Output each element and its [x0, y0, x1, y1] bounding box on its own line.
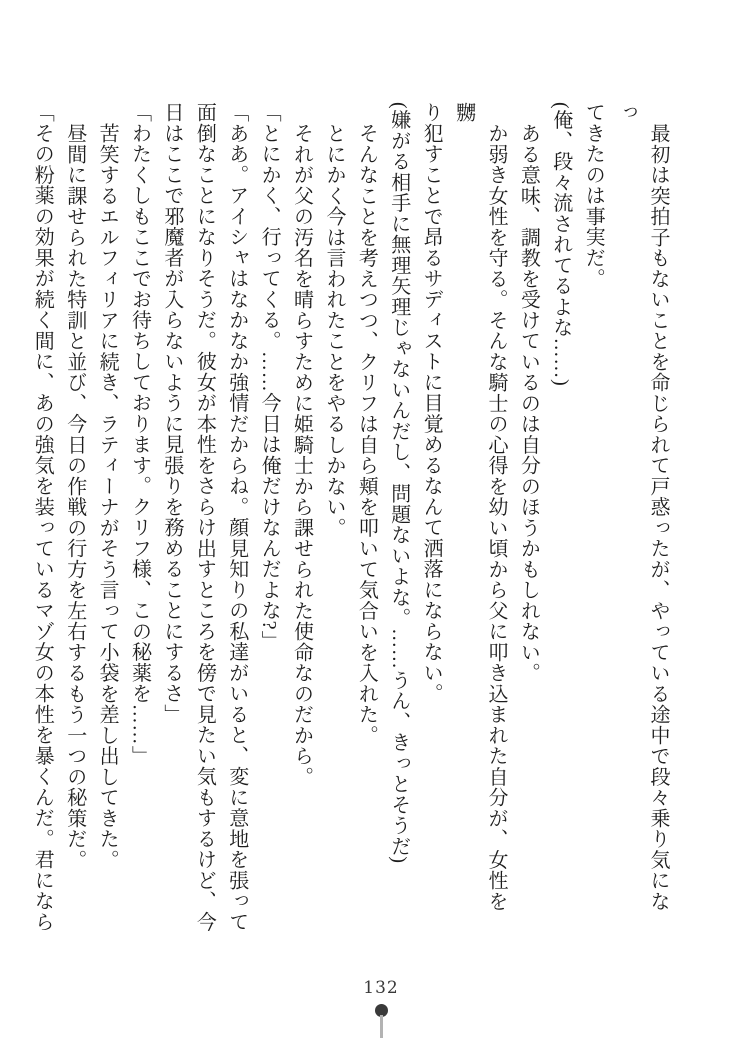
text-line: そんなことを考えつつ、クリフは自ら頬を叩いて気合いを入れた。	[355, 123, 378, 746]
binding-line-mark	[380, 1015, 383, 1038]
text-line: 最初は突拍子もないことを命じられて戸惑ったが、やっている途中で段々乗り気になっ	[614, 102, 669, 912]
text-line: てきたのは事実だ。	[582, 102, 605, 289]
text-line: ある意味、調教を受けているのは自分のほうかもしれない。	[517, 123, 540, 684]
text-line: 「わたくしもここでお待ちしております。クリフ様、この秘薬を……」	[128, 102, 151, 766]
text-line: とにかく今は言われたことをやるしかない。	[322, 123, 345, 538]
text-line: か弱き女性を守る。そんな騎士の心得を幼い頃から父に叩き込まれた自分が、女性を嬲	[452, 102, 507, 912]
text-line: 面倒なことになりそうだ。彼女が本性をさらけ出すところを傍で見たい気もするけど、今	[193, 102, 216, 932]
text-line: 日はここで邪魔者が入らないように見張りを務めることにするさ」	[160, 102, 183, 725]
text-line: 「とにかく、行ってくる。……今日は俺だけなんだよな?」	[258, 102, 281, 652]
text-line: 「その粉薬の効果が続く間に、あの強気を装っているマゾ女の本性を暴くんだ。君になら	[31, 102, 54, 932]
text-line: (俺、段々流されてるよな……)	[549, 102, 572, 387]
text-line: 苦笑するエルフィリアに続き、ラティーナがそう言って小袋を差し出してきた。	[96, 123, 119, 870]
body-text-block	[31, 102, 674, 932]
text-line: 昼間に課せられた特訓と並び、今日の作戦の行方を左右するもう一つの秘策だ。	[63, 123, 86, 870]
text-line: り犯すことで昂るサディストに目覚めるなんて洒落にならない。	[420, 102, 443, 704]
text-line: 「ああ。アイシャはなかなか強情だからね。顔見知りの私達がいると、変に意地を張って	[225, 102, 248, 932]
page-number: 132	[363, 978, 399, 998]
text-line: (嫌がる相手に無理矢理じゃないんだし、問題ないよな。……うん、きっとそうだ)	[387, 102, 410, 864]
text-line: それが父の汚名を晴らすために姫騎士から課せられた使命なのだから。	[290, 123, 313, 787]
